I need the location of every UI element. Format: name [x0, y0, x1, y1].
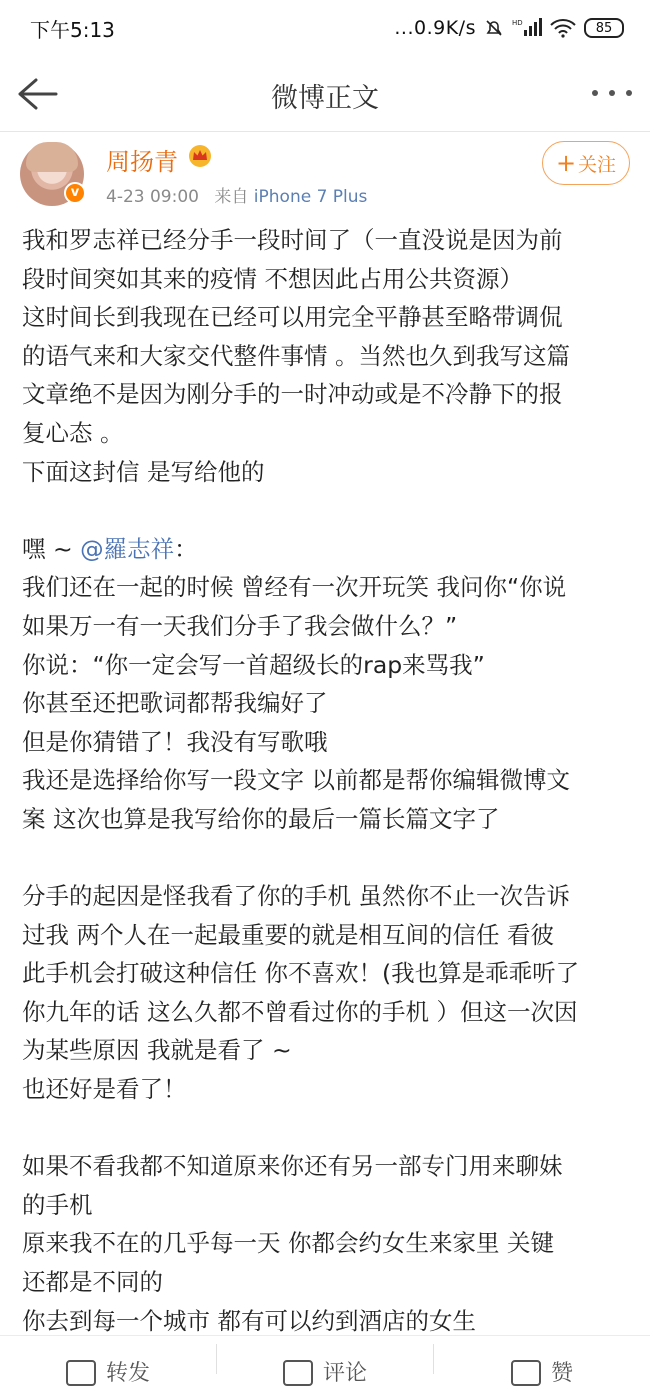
- status-indicators: [394, 17, 624, 39]
- dot-icon: [609, 90, 615, 96]
- comment-label: 评论: [322, 1361, 367, 1386]
- top-nav-bar: [0, 56, 650, 132]
- source-prefix: 来自: [214, 187, 249, 207]
- page-title: 微博正文: [271, 83, 379, 114]
- dot-icon: [626, 90, 632, 96]
- post-line: 这时间长到我现在已经可以用完全平静甚至略带调侃: [22, 303, 563, 332]
- post-line: 为某些原因 我就是看了 ~: [22, 1036, 292, 1065]
- post-line: 如果不看我都不知道原来你还有另一部专门用来聊妹: [22, 1152, 563, 1181]
- like-label: 赞: [550, 1361, 573, 1386]
- post-line: 但是你猜错了！我没有写歌哦: [22, 727, 328, 756]
- dot-icon: [592, 90, 598, 96]
- author-name[interactable]: 周扬青: [106, 148, 178, 176]
- post-line: 我和罗志祥已经分手一段时间了（一直没说是因为前: [22, 226, 563, 254]
- follow-label: 关注: [578, 153, 617, 176]
- post-line: 我还是选择给你写一段文字 以前都是帮你编辑微博文: [22, 766, 570, 795]
- blank-line: [22, 839, 634, 878]
- crown-icon[interactable]: [187, 144, 213, 168]
- battery-icon: 85: [584, 18, 624, 38]
- post-line: 复心态 。: [22, 418, 124, 447]
- greeting-line: [22, 530, 634, 569]
- post-line: 你九年的话 这么久都不曾看过你的手机 ）但这一次因: [22, 997, 578, 1026]
- follow-button[interactable]: [542, 141, 630, 185]
- blank-line: [22, 1109, 634, 1148]
- post-line: 的手机: [22, 1190, 93, 1219]
- post-content: [22, 221, 634, 1340]
- status-time: 下午5:13: [30, 17, 115, 42]
- more-options-button[interactable]: [592, 78, 632, 108]
- like-button[interactable]: [434, 1344, 650, 1384]
- verified-badge-icon: v: [64, 182, 86, 204]
- repost-icon: [66, 1360, 96, 1386]
- post-line: 你去到每一个城市 都有可以约到酒店的女生: [22, 1306, 476, 1335]
- svg-text:HD: HD: [512, 19, 523, 27]
- post-line: 下面这封信 是写给他的: [22, 457, 265, 486]
- post-source[interactable]: iPhone 7 Plus: [253, 187, 368, 207]
- post-line: 案 这次也算是我写给你的最后一篇长篇文字了: [22, 804, 500, 833]
- wifi-icon: [550, 18, 576, 38]
- post-line: 你说：“你一定会写一首超级长的rap来骂我”: [22, 650, 485, 679]
- status-bar: [0, 0, 650, 56]
- post-line: 的语气来和大家交代整件事情 。当然也久到我写这篇: [22, 341, 570, 370]
- comment-button[interactable]: [217, 1344, 433, 1384]
- post-line: 你甚至还把歌词都帮我编好了: [22, 689, 328, 718]
- post-line: 原来我不在的几乎每一天 你都会约女生来家里 关键: [22, 1229, 554, 1258]
- post-line: 还都是不同的: [22, 1268, 163, 1297]
- post-line: 分手的起因是怪我看了你的手机 虽然你不止一次告诉: [22, 882, 570, 911]
- post-date: 4-23 09:00: [106, 187, 199, 207]
- post-line: 我们还在一起的时候 曾经有一次开玩笑 我问你“你说: [22, 573, 567, 602]
- repost-label: 转发: [105, 1361, 150, 1386]
- greeting-suffix: ：: [174, 534, 198, 563]
- mention-link[interactable]: @羅志祥: [80, 534, 175, 563]
- signal-hd-icon: [512, 18, 542, 38]
- post-line: 文章绝不是因为刚分手的一时冲动或是不冷静下的报: [22, 380, 563, 409]
- plus-icon: +: [555, 149, 577, 177]
- post-line: 段时间突如其来的疫情 不想因此占用公共资源）: [22, 264, 523, 293]
- blank-line: [22, 491, 634, 530]
- network-speed: ...0.9K/s: [394, 17, 476, 39]
- post-line: 此手机会打破这种信任 你不喜欢！(我也算是乖乖听了: [22, 959, 580, 988]
- post-line: 过我 两个人在一起最重要的就是相互间的信任 看彼: [22, 920, 554, 949]
- post-header: [0, 132, 650, 212]
- comment-icon: [283, 1360, 313, 1386]
- repost-button[interactable]: [0, 1344, 216, 1384]
- post-meta: [106, 182, 367, 207]
- post-line: 如果万一有一天我们分手了我会做什么？”: [22, 611, 458, 640]
- mute-bell-icon: [484, 18, 504, 38]
- greeting-prefix: 嘿 ~: [22, 534, 81, 563]
- post-line: 也还好是看了！: [22, 1075, 187, 1104]
- like-icon: [511, 1360, 541, 1386]
- bottom-action-bar: [0, 1335, 650, 1386]
